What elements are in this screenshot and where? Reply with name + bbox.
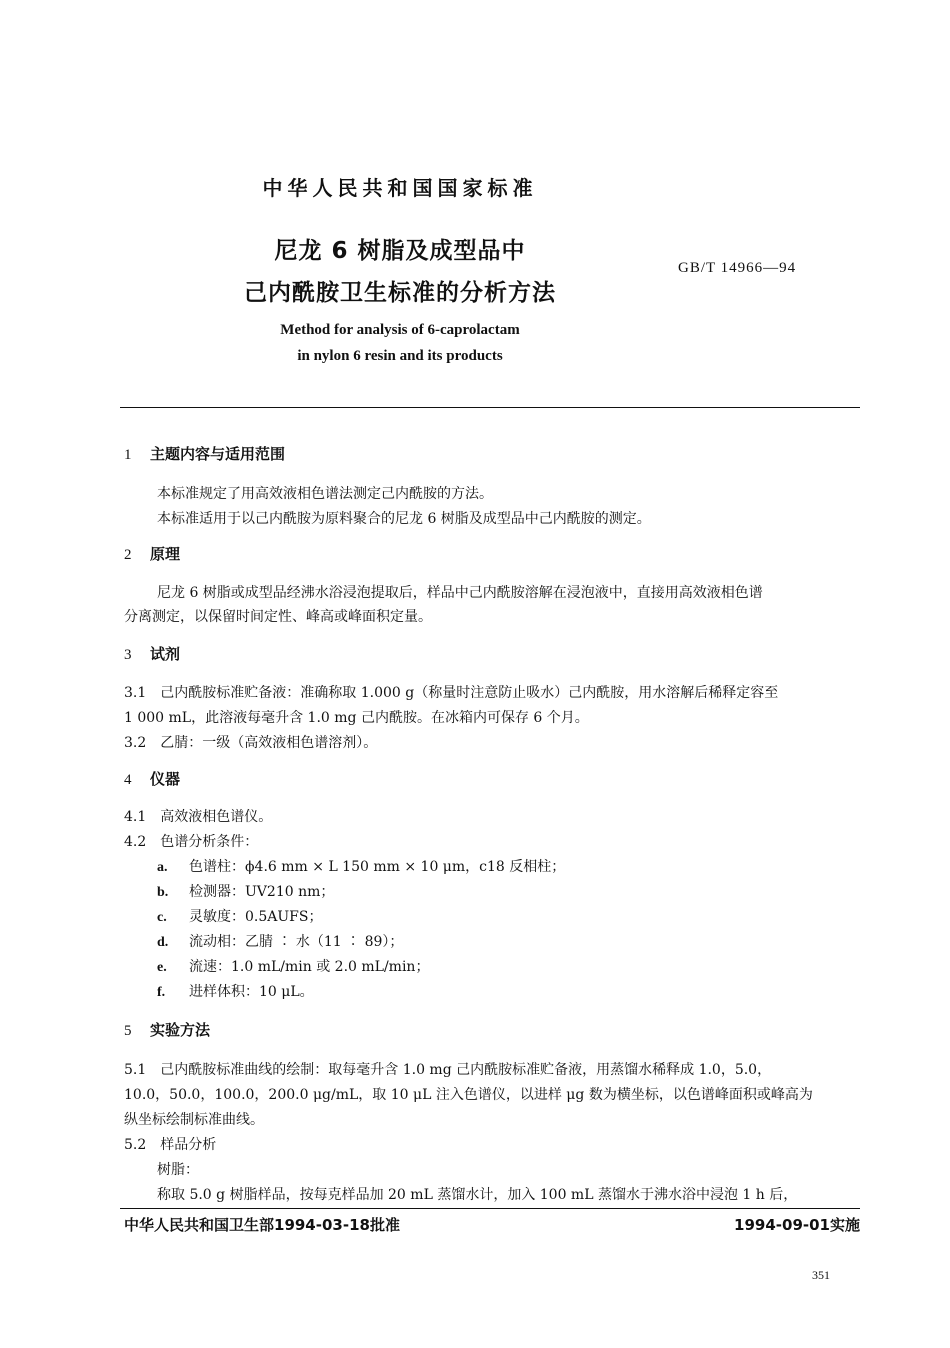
list-item — [157, 956, 429, 976]
clause-3-1-line-2: 1 000 mL，此溶液每毫升含 1.0 mg 己内酰胺。在冰箱内可保存 6 个月。 — [124, 710, 589, 726]
title-cn-line1: 尼龙 6 树脂及成型品中 — [274, 238, 526, 264]
list-item — [157, 981, 314, 1001]
list-item — [157, 856, 565, 876]
list-item-key: b. — [157, 885, 169, 900]
footer-rule — [120, 1208, 860, 1209]
list-item-key: d. — [157, 935, 169, 950]
list-item-key: a. — [157, 860, 168, 875]
section-number: 1 — [124, 447, 132, 463]
s1-paragraph-1: 本标准规定了用高效液相色谱法测定己内酰胺的方法。 — [157, 486, 493, 502]
list-item — [157, 906, 322, 926]
page-number: 351 — [812, 1268, 830, 1282]
list-item-text: 灵敏度：0.5AUFS； — [189, 909, 323, 925]
section-1-heading — [124, 443, 285, 464]
section-5-heading — [124, 1019, 210, 1040]
section-2-heading — [124, 543, 180, 564]
list-item-text: 流动相：乙腈 ∶ 水（11 ∶ 89）； — [189, 934, 404, 950]
title-cn-line2: 己内酰胺卫生标准的分析方法 — [244, 280, 556, 306]
clause-5-2: 5.2 样品分析 — [124, 1137, 217, 1153]
national-standard-heading: 中华人民共和国国家标准 — [262, 176, 538, 200]
implementation-date: 1994-09-01实施 — [734, 1216, 860, 1234]
clause-3-2: 3.2 乙腈：一级（高效液相色谱溶剂）。 — [124, 735, 378, 751]
list-item-text: 检测器：UV210 nm； — [189, 884, 335, 900]
list-item-key: c. — [157, 910, 167, 925]
header-rule — [120, 407, 860, 408]
clause-3-1-line-1: 3.1 己内酰胺标准贮备液：准确称取 1.000 g（称量时注意防止吸水）己内酰胺，用水溶解后稀释定容至 — [124, 685, 779, 701]
title-en-line2: in nylon 6 resin and its products — [297, 348, 503, 364]
clause-4-2: 4.2 色谱分析条件： — [124, 834, 259, 850]
title-en-line1: Method for analysis of 6-caprolactam — [280, 322, 520, 338]
clause-4-1: 4.1 高效液相色谱仪。 — [124, 809, 273, 825]
resin-paragraph: 称取 5.0 g 树脂样品，按每克样品加 20 mL 蒸馏水计，加入 100 mL 蒸馏水于沸水浴中浸泡 1 h 后， — [157, 1187, 798, 1203]
section-title: 仪器 — [150, 770, 181, 788]
list-item-text: 流速：1.0 mL/min 或 2.0 mL/min； — [189, 959, 430, 975]
section-number: 2 — [124, 547, 132, 563]
section-number: 5 — [124, 1023, 132, 1039]
section-number: 4 — [124, 772, 132, 788]
section-4-heading — [124, 768, 180, 789]
section-title: 主题内容与适用范围 — [150, 445, 286, 463]
section-title: 实验方法 — [150, 1021, 211, 1039]
s1-paragraph-2: 本标准适用于以己内酰胺为原料聚合的尼龙 6 树脂及成型品中己内酰胺的测定。 — [157, 511, 651, 527]
clause-5-1-line-1: 5.1 己内酰胺标准曲线的绘制：取每毫升含 1.0 mg 己内酰胺标准贮备液，用蒸馏水稀释成 1.0，5.0， — [124, 1062, 772, 1078]
section-3-heading — [124, 643, 180, 664]
clause-5-1-line-2: 10.0，50.0，100.0，200.0 μg/mL，取 10 μL 注入色谱仪，以进样 μg 数为横坐标，以色谱峰面积或峰高为 — [124, 1087, 813, 1103]
list-item-text: 色谱柱：ϕ4.6 mm × L 150 mm × 10 μm，c18 反相柱； — [189, 859, 566, 875]
s2-paragraph-line-2: 分离测定，以保留时间定性、峰高或峰面积定量。 — [124, 609, 432, 625]
s2-paragraph-line-1: 尼龙 6 树脂或成型品经沸水浴浸泡提取后，样品中己内酰胺溶解在浸泡液中，直接用高效液相色谱 — [157, 585, 763, 601]
section-title: 试剂 — [150, 645, 181, 663]
standard-number: GB/T 14966—94 — [678, 260, 797, 276]
clause-5-1-line-3: 纵坐标绘制标准曲线。 — [124, 1112, 264, 1128]
approval-statement: 中华人民共和国卫生部1994-03-18批准 — [124, 1216, 400, 1234]
list-item-key: f. — [157, 985, 166, 1000]
list-item-key: e. — [157, 960, 167, 975]
list-item — [157, 931, 403, 951]
resin-label: 树脂： — [157, 1162, 199, 1178]
section-title: 原理 — [150, 545, 181, 563]
list-item — [157, 881, 334, 901]
section-number: 3 — [124, 647, 132, 663]
list-item-text: 进样体积：10 μL。 — [189, 984, 314, 1000]
